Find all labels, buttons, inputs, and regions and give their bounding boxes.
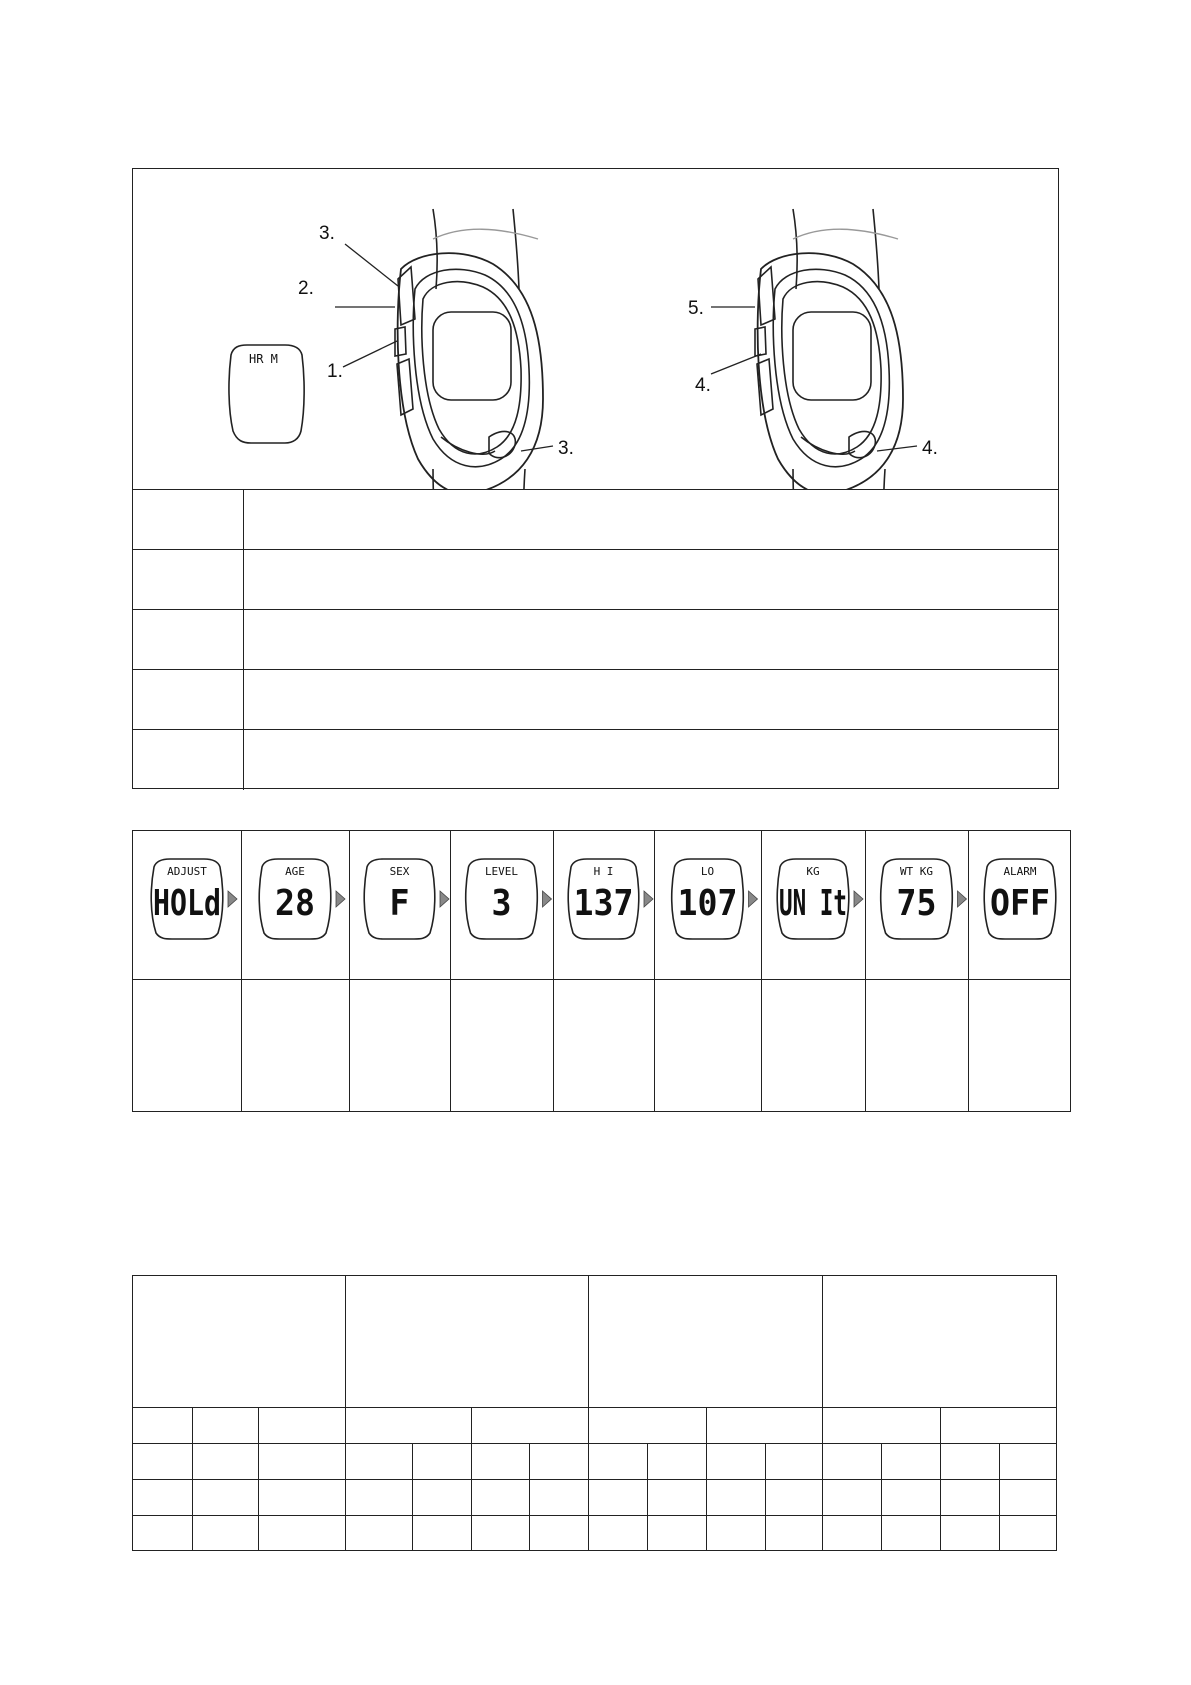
lcd-label: LEVEL (484, 865, 519, 878)
lcd-label: AGE (285, 865, 305, 878)
next-arrow-icon (958, 891, 967, 907)
table-row (133, 609, 1058, 669)
lcd-value: 3 (491, 883, 512, 924)
callout-4-left: 4. (695, 375, 711, 396)
callout-3-right: 3. (558, 438, 574, 459)
left-watch-illustration (395, 209, 543, 489)
table-row (133, 549, 1058, 609)
lcd-label: WT KG (899, 865, 934, 878)
lcd-display-strip (133, 831, 1072, 979)
next-arrow-icon (854, 891, 863, 907)
lcd-display-7 (777, 859, 863, 939)
lcd-label: ADJUST (167, 865, 207, 878)
lcd-label: ALARM (1003, 865, 1037, 878)
table-row (133, 669, 1058, 729)
lcd-value: 137 (573, 883, 634, 924)
lcd-value: 75 (896, 883, 937, 924)
callout-2: 2. (298, 278, 314, 299)
table-row (133, 489, 1058, 549)
settings-sequence-table (132, 830, 1071, 1112)
lcd-display-2 (259, 859, 345, 939)
next-arrow-icon (336, 891, 345, 907)
lcd-value: OFF (990, 883, 1050, 924)
next-arrow-icon (543, 891, 552, 907)
lcd-value: 107 (677, 883, 738, 924)
heart-rate-zones-table (132, 1275, 1057, 1551)
callout-3-left: 3. (319, 223, 335, 244)
watch-diagram-table (132, 168, 1059, 789)
callout-5: 5. (688, 298, 704, 319)
next-arrow-icon (440, 891, 449, 907)
callout-1: 1. (327, 361, 343, 382)
lcd-display-5 (568, 859, 653, 939)
lcd-value: HOLd (153, 883, 221, 924)
watch-diagram (133, 169, 1060, 489)
lcd-label: SEX (389, 865, 410, 878)
table-row (133, 729, 1058, 790)
callout-4-right: 4. (922, 438, 938, 459)
lcd-display-6 (672, 859, 758, 939)
lcd-label: H I (593, 865, 614, 878)
right-watch-illustration (755, 209, 903, 489)
lcd-display-9 (984, 859, 1056, 939)
lcd-display-3 (364, 859, 449, 939)
lcd-value: 28 (275, 883, 315, 924)
next-arrow-icon (644, 891, 653, 907)
lcd-display-1 (151, 859, 237, 939)
lcd-value: F (389, 883, 410, 924)
next-arrow-icon (228, 891, 237, 907)
lcd-value: UN It (779, 883, 847, 924)
mini-display-label: HR M (249, 352, 278, 366)
mini-display-icon (229, 345, 304, 443)
next-arrow-icon (749, 891, 758, 907)
lcd-label: LO (700, 865, 715, 878)
lcd-display-4 (466, 859, 552, 939)
lcd-display-8 (881, 859, 967, 939)
lcd-label: KG (806, 865, 820, 878)
